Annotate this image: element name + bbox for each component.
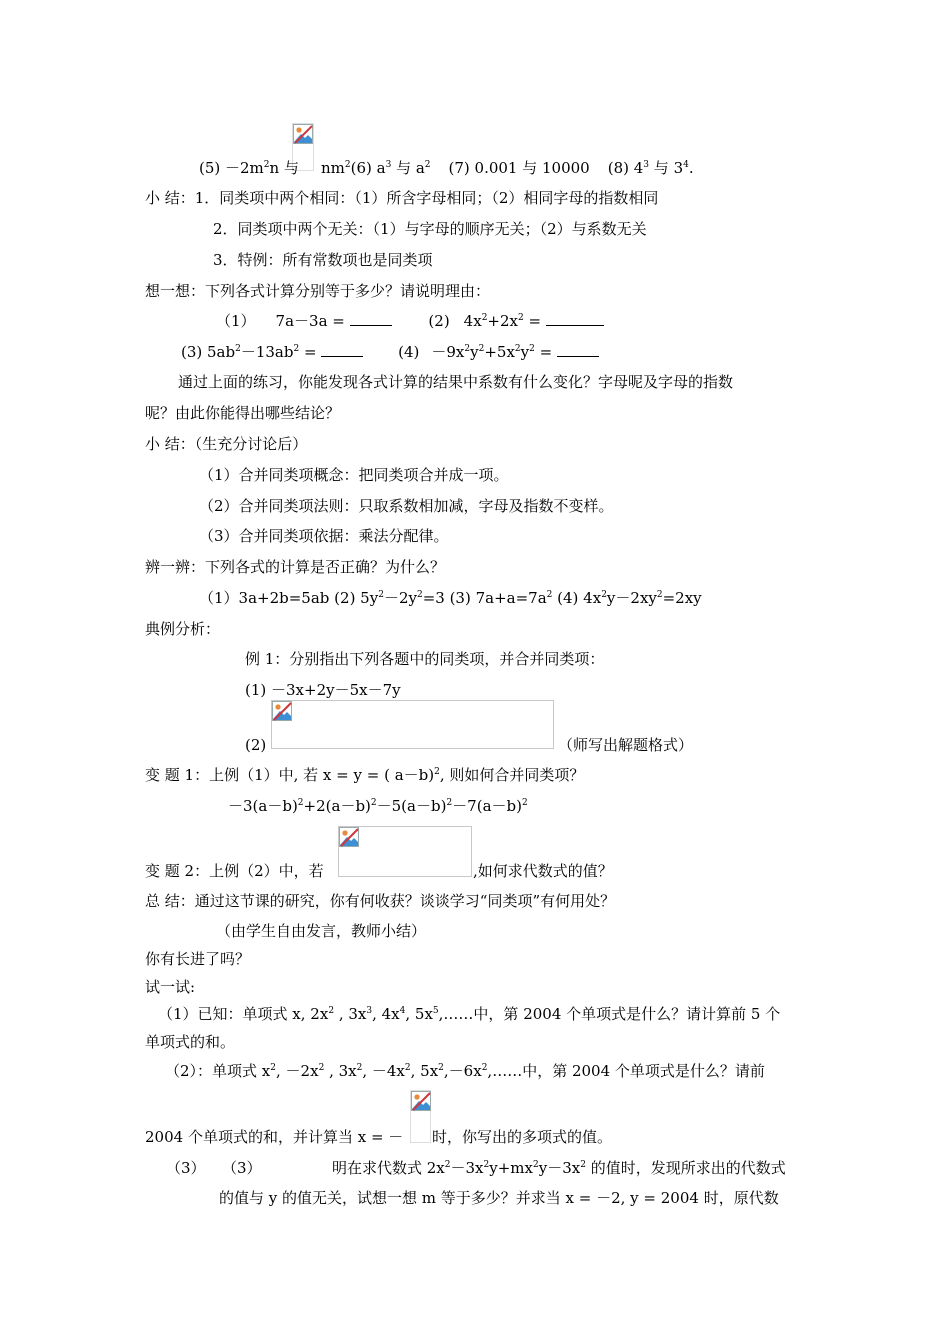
sup: 2 <box>370 798 377 808</box>
image-placeholder <box>271 700 554 749</box>
line-30-a: 2004 个单项式的和，并计算当 x = － <box>145 1128 404 1146</box>
line-2: 小 结：1．同类项中两个相同：（1）所含字母相同；（2）相同字母的指数相同 <box>145 189 659 207</box>
text: y <box>470 343 479 361</box>
sup: 2 <box>533 1160 539 1170</box>
sup: 2 <box>514 344 521 354</box>
line-14: 辨一辨：下列各式的计算是否正确？为什么？ <box>145 558 446 576</box>
sup: 2 <box>518 313 524 323</box>
sup: 2 <box>546 590 553 600</box>
sup: 2 <box>293 344 300 354</box>
line-5: 想一想：下列各式计算分别等于多少？请说明理由： <box>145 282 491 300</box>
text: 4x <box>463 312 482 330</box>
sup: 2 <box>356 1063 363 1073</box>
line-1 <box>199 158 694 178</box>
text: ,……中，第 2004 个单项式是什么？请计算前 5 个 <box>438 1005 781 1023</box>
text: (4) <box>398 343 420 361</box>
text: （1）3a+2b=5ab (2) 5y <box>199 589 379 607</box>
line-23: 总 结：通过这节课的研究，你有何收获？谈谈学习“同类项”有何用处？ <box>145 892 616 910</box>
sup: 4 <box>683 160 689 170</box>
text: , －2x <box>276 1062 319 1080</box>
broken-image-icon <box>339 827 359 847</box>
text: (5) －2m <box>199 159 264 177</box>
sup: 2 <box>529 344 535 354</box>
text: , 3x <box>334 1005 367 1023</box>
sup: 2 <box>446 798 453 808</box>
line-7 <box>181 342 599 362</box>
text: , 5x <box>405 1005 433 1023</box>
sup: 2 <box>656 590 663 600</box>
broken-image-icon <box>272 701 292 721</box>
text: = <box>299 343 317 361</box>
sup: 2 <box>344 160 351 170</box>
line-29 <box>165 1061 765 1081</box>
sup: 2 <box>416 590 423 600</box>
sup: 2 <box>521 798 528 808</box>
text: (2) <box>428 312 450 330</box>
broken-image-icon <box>293 124 313 144</box>
sup: 2 <box>297 798 304 808</box>
text: (7) 0.001 与 10000 <box>448 159 590 177</box>
text: +5x <box>484 343 515 361</box>
sup: 2 <box>263 160 270 170</box>
line-31-b: （3） <box>222 1159 262 1177</box>
text: (4) 4x <box>552 589 602 607</box>
sup: 2 <box>378 590 384 600</box>
sup: 2 <box>438 1063 444 1073</box>
text: . <box>688 159 694 177</box>
line-19-label: (2) <box>245 736 267 754</box>
text: nm <box>320 159 345 177</box>
text: （1）已知：单项式 x, 2x <box>158 1005 329 1023</box>
line-31-a: （3） <box>166 1159 206 1177</box>
image-placeholder <box>410 1090 431 1143</box>
line-24: （由学生自由发言，教师小结） <box>216 922 427 940</box>
text: (8) 4 <box>607 159 644 177</box>
text: = <box>523 312 542 330</box>
image-placeholder <box>338 826 472 877</box>
text: 变 题 1：上例（1）中, 若 x = y = ( a－b) <box>145 766 435 784</box>
line-19-note: （师写出解题格式） <box>558 736 694 754</box>
sup: 3 <box>366 1006 373 1016</box>
line-3: 2．同类项中两个无关：（1）与字母的顺序无关；（2）与系数无关 <box>213 220 647 238</box>
line-28: 单项式的和。 <box>145 1033 236 1051</box>
line-30-b: 时，你写出的多项式的值。 <box>432 1128 613 1146</box>
text: =3 (3) 7a+a=7a <box>422 589 547 607</box>
text: =2xy <box>662 589 702 607</box>
line-22-a: 变 题 2：上例（2）中，若 <box>145 862 324 880</box>
line-15 <box>199 588 702 608</box>
sup: 2 <box>483 1160 490 1170</box>
text: －3x <box>450 1159 484 1177</box>
answer-blank <box>546 311 604 326</box>
line-11: （1）合并同类项概念：把同类项合并成一项。 <box>199 466 509 484</box>
line-21 <box>228 796 528 816</box>
sup: 2 <box>601 590 607 600</box>
sup: 3 <box>385 160 392 170</box>
line-26: 试一试: <box>145 978 196 996</box>
text: 与 a <box>391 159 425 177</box>
sup: 2 <box>328 1006 335 1016</box>
text: 7a－3a = <box>275 312 345 330</box>
line-12: （2）合并同类项法则：只取系数相加减，字母及指数不变样。 <box>199 497 614 515</box>
text: ,……中，第 2004 个单项式是什么？请前 <box>487 1062 765 1080</box>
sup: 2 <box>270 1063 277 1073</box>
line-16: 典例分析： <box>145 620 221 638</box>
text: n 与 <box>269 159 299 177</box>
sup: 5 <box>432 1006 439 1016</box>
text: +2(a－b) <box>303 797 371 815</box>
line-27 <box>158 1004 780 1024</box>
text: 明在求代数式 2x <box>332 1159 445 1177</box>
sup: 2 <box>481 313 488 323</box>
broken-image-icon <box>411 1091 431 1111</box>
line-25: 你有长进了吗？ <box>145 950 251 968</box>
text: －13ab <box>240 343 294 361</box>
line-8: 通过上面的练习，你能发现各式计算的结果中系数有什么变化？字母呢及字母的指数 <box>178 373 734 391</box>
sup: 2 <box>464 344 471 354</box>
sup: 2 <box>444 1160 451 1170</box>
line-32: 的值与 y 的值无关，试想一想 m 等于多少？并求当 x = －2, y = 2004 时，原代数 <box>219 1189 779 1207</box>
line-22-b: ,如何求代数式的值？ <box>473 862 613 880</box>
text: －7(a－b) <box>452 797 522 815</box>
text: , －4x <box>362 1062 405 1080</box>
text: , 3x <box>324 1062 357 1080</box>
text: y－2xy <box>606 589 657 607</box>
text: , 4x <box>372 1005 400 1023</box>
text: y+mx <box>489 1159 533 1177</box>
sup: 2 <box>478 344 485 354</box>
text: （2）：单项式 x <box>165 1062 271 1080</box>
text: y <box>520 343 530 361</box>
sup: 2 <box>434 767 440 777</box>
sup: 2 <box>580 1160 586 1170</box>
text: ,－6x <box>443 1062 482 1080</box>
text: 与 3 <box>649 159 684 177</box>
sup: 2 <box>404 1063 411 1073</box>
answer-blank <box>350 311 392 326</box>
text: , 5x <box>410 1062 439 1080</box>
text: y－3x <box>538 1159 581 1177</box>
line-9: 呢？由此你能得出哪些结论？ <box>145 404 341 422</box>
text: (6) a <box>350 159 386 177</box>
line-6 <box>216 311 604 331</box>
sup: 3 <box>643 160 650 170</box>
sup: 2 <box>235 344 241 354</box>
text: －3(a－b) <box>228 797 298 815</box>
answer-blank <box>557 342 599 357</box>
line-10: 小 结：（生充分讨论后） <box>145 435 308 453</box>
line-18: (1) －3x+2y－5x－7y <box>245 681 401 699</box>
line-17: 例 1：分别指出下列各题中的同类项，并合并同类项： <box>245 650 605 668</box>
line-31-c <box>332 1158 786 1178</box>
sup: 4 <box>399 1006 406 1016</box>
text: （1） <box>216 312 256 330</box>
text: 的值时，发现所求出的代数式 <box>585 1159 786 1177</box>
sup: 2 <box>481 1063 488 1073</box>
sup: 2 <box>318 1063 325 1073</box>
line-20 <box>145 765 584 785</box>
sup: 2 <box>424 160 431 170</box>
text: = <box>534 343 553 361</box>
text: +2x <box>487 312 518 330</box>
text: , 则如何合并同类项？ <box>439 766 585 784</box>
text: (3) 5ab <box>181 343 236 361</box>
line-4: 3．特例：所有常数项也是同类项 <box>213 251 433 269</box>
text: －2y <box>383 589 417 607</box>
line-13: （3）合并同类项依据：乘法分配律。 <box>199 527 449 545</box>
text: －9x <box>431 343 465 361</box>
answer-blank <box>321 342 363 357</box>
text: －5(a－b) <box>376 797 447 815</box>
